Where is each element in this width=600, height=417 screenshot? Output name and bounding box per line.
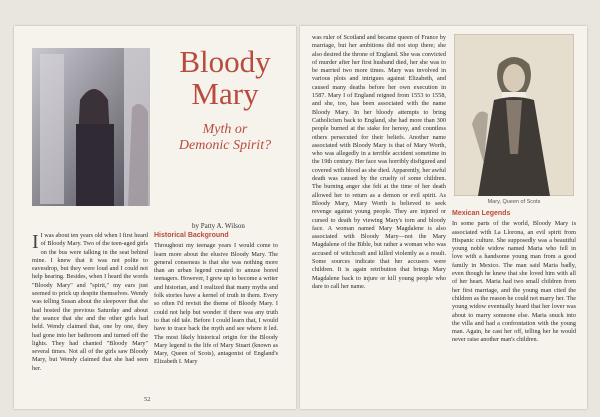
right-page xyxy=(300,26,587,409)
title-line-2: Mary xyxy=(191,76,259,111)
right-column-2 xyxy=(452,210,576,347)
intro-text: I was about ten years old when I first heard of Bloody Mary. Two of the teen-aged girls on the bus were talking in the seat behind mine. I knew that it was not polite to eavesdrop, but they were loud and I could not help hearing. Besides, when I heard the words "Bloody Mary" and "spirit," my ears just seemed to prick up despite themselves. Wendy was telling Susan about the sleepover that she had hosted the previous Saturday and about the seance that she and the other girls had held. Wendy claimed that, one by one, they had gone into her bathroom and turned off the lights. They had chanted "Bloody Mary" several times. Not all of the girls saw Bloody Mary, but Wendy claimed that she had seen her. xyxy=(32,232,148,372)
left-page xyxy=(14,26,296,409)
right-col2-text: In some parts of the world, Bloody Mary is associated with La Llorona, an evil spirit from Hispanic culture. She supposedly was a beautiful young noble widow named Maria who fell in love with a handsome young man from a good family in Mexico. The man said Maria badly, even though he knew that she loved him with all of her heart. Maria had two small children from her first marriage, and the young man cited the children as the reason he could not marry her. The young widow eventually heard that her lover was about to marry someone else. Maria snuck into the villa and had a confrontation with the young man. Again, he cast her off, telling her he would never raise another man's children. xyxy=(452,220,576,344)
background-column xyxy=(154,232,278,369)
intro-column xyxy=(32,232,148,373)
right-column-1 xyxy=(312,34,446,293)
section-heading-mexican: Mexican Legends xyxy=(452,210,511,217)
mirror-photo xyxy=(32,48,150,206)
section-heading: Historical Background xyxy=(154,232,229,239)
subtitle-line-1: Myth or xyxy=(202,122,248,137)
byline: by Patty A. Wilson xyxy=(192,222,245,230)
background-text: Throughout my teenage years I would come to learn more about the elusive Bloody Mary. The general consensus is that she was nothing more than an urban legend created to amuse bored teenagers. However, I grew up to become a writer and historian, and I realized that many myths and folk stories have a kernel of truth in them. Every so often I'd revisit the theme of Bloody Mary. I could not help but wonder if there was any truth to that old tale. Before I could learn that, I would have to trace back the myth and see where it led. The most likely historical origin for the Bloody Mary legend is the life of Mary Stuart (known as Mary, Queen of Scots), antagonist of England's Elizabeth I. Mary xyxy=(154,242,278,366)
title-line-1: Bloody xyxy=(179,44,271,79)
drop-cap: I xyxy=(32,231,39,253)
page-number: 52 xyxy=(144,396,151,403)
portrait-caption: Mary, Queen of Scots xyxy=(487,199,541,205)
subtitle-line-2: Demonic Spirit? xyxy=(178,138,272,153)
right-col1-text: was ruler of Scotland and became queen of France by marriage, but her ambitions did not stop there; she also desired the throne of England. She was convicted of murder after her first husband died, her she was to be married two more times. Mary was involved in various plots and intrigues against Elizabeth, and caused many deaths before her own execution in 1587. Mary I of England reigned from 1553 to 1558, and she, too, has been associated with the name Bloody Mary. In her bloody attempts to bring Catholicism back to England, she had more than 300 people burned at the stake for heresy, and countless others persecuted for their beliefs. Another name associated with Bloody Mary is that of Mary Worth, who was allegedly in a terrible accident sometime in the 19th century. Her face was horribly disfigured and covered with blood as she died. Apparently, her awful death was caused by the cruelty of some children. The burning anger she felt at the time of her death allowed her to return as a demon or evil spirit. As Bloody Mary, Mary Worth is believed to seek revenge against young people. They are injured or cursed to death by viewing Mary's torn and bloody face. A woman named Mary Magdalene is also associated with Bloody Mary—not the Mary Magdalene of the Bible, but rather a woman who was accused of witchcraft and killed violently as a result. Some sources indicate that her accusers were children. It is again retribution that brings Mary Magdalene back to injure or kill young people who dare to call her name. xyxy=(312,34,446,290)
article-title xyxy=(160,46,290,154)
portrait-image xyxy=(454,34,574,196)
